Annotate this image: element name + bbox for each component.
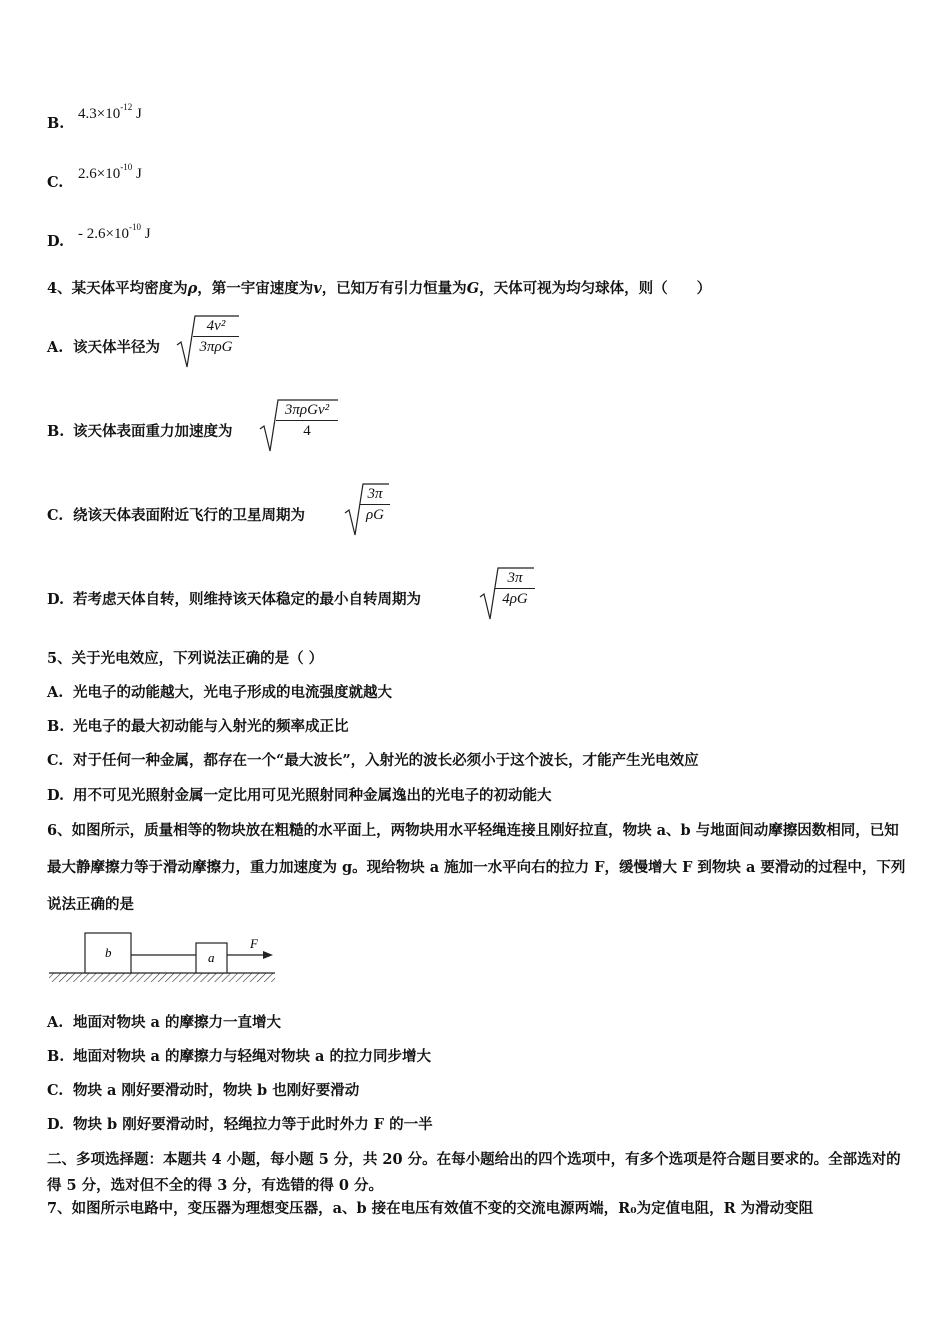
option-letter: D. [47, 233, 65, 250]
q5-option-b: B. 光电子的最大初动能与入射光的频率成正比 [47, 718, 349, 735]
option-b-prev-value: $4.3\times 10^{-12}$ J [78, 102, 142, 122]
q6-option-d: D. 物块 b 刚好要滑动时，轻绳拉力等于此时外力 F 的一半 [47, 1116, 433, 1133]
option-d-prev-value: - $2.6\times 10^{-10}$ J [78, 222, 151, 242]
q4-c-fraction: 3π ρG [360, 484, 390, 525]
q5-option-d: D. 用不可见光照射金属一定比用可见光照射同种金属逸出的光电子的初动能大 [47, 787, 552, 804]
q4-option-d: D. 若考虑天体自转，则维持该天体稳定的最小自转周期为 [47, 591, 421, 608]
option-letter: C. [47, 174, 64, 191]
q5-option-c: C. 对于任何一种金属，都存在一个“最大波长”，入射光的波长必须小于这个波长，才能产生光电效应 [47, 752, 699, 769]
q6-option-a: A. 地面对物块 a 的摩擦力一直增大 [47, 1014, 281, 1031]
svg-text:b: b [105, 945, 112, 960]
option-c-prev [47, 173, 63, 193]
q6-figure [47, 930, 279, 986]
q5-option-a: A. 光电子的动能越大，光电子形成的电流强度就越大 [47, 684, 392, 701]
q4-stem: 4、某天体平均密度为ρ，第一宇宙速度为v，已知万有引力恒量为G，天体可视为均匀球体，则（ ） [47, 280, 712, 297]
q4-option-c: C. 绕该天体表面附近飞行的卫星周期为 [47, 507, 305, 524]
q5-stem: 5、关于光电效应，下列说法正确的是（ ） [47, 650, 324, 667]
option-d-prev [47, 232, 64, 252]
q4-a-fraction: 4v² 3πρG [193, 316, 239, 357]
q4-b-fraction: 3πρGv² 4 [276, 400, 338, 441]
section-2-header: 二、多项选择题：本题共 4 小题，每小题 5 分，共 20 分。在每小题给出的四个选项中，有多个选项是符合题目要求的。全部选对的得 5 分，选对但不全的得 3 分，有选错的得 0 分。 [47, 1151, 901, 1194]
arrow-head-icon [263, 951, 273, 959]
q4-option-a: A. 该天体半径为 [47, 339, 160, 356]
q6-option-c: C. 物块 a 刚好要滑动时，物块 b 也刚好要滑动 [47, 1082, 360, 1099]
q6-stem: 6、如图所示，质量相等的物块放在粗糙的水平面上，两物块用水平轻绳连接且刚好拉直，物块 a、b 与地面间动摩擦因数相同，已知最大静摩擦力等于滑动摩擦力，重力加速度为 g。现给物块 a 施加一水平向右的拉力 F，缓慢增大 F 到物块 a 要滑动的过程中，下列说法正确的是 [47, 822, 906, 913]
svg-text:F: F [250, 936, 258, 951]
q4-option-b: B. 该天体表面重力加速度为 [47, 423, 233, 440]
q7-stem: 7、如图所示电路中，变压器为理想变压器，a、b 接在电压有效值不变的交流电源两端，R₀为定值电阻，R 为滑动变阻 [47, 1200, 814, 1217]
svg-text:a: a [208, 950, 215, 965]
q6-option-b: B. 地面对物块 a 的摩擦力与轻绳对物块 a 的拉力同步增大 [47, 1048, 431, 1065]
option-c-prev-value: $2.6\times 10^{-10}$ J [78, 162, 142, 182]
option-b-prev [47, 114, 64, 134]
option-letter: B. [47, 115, 65, 132]
q4-d-fraction: 3π 4ρG [495, 568, 535, 609]
